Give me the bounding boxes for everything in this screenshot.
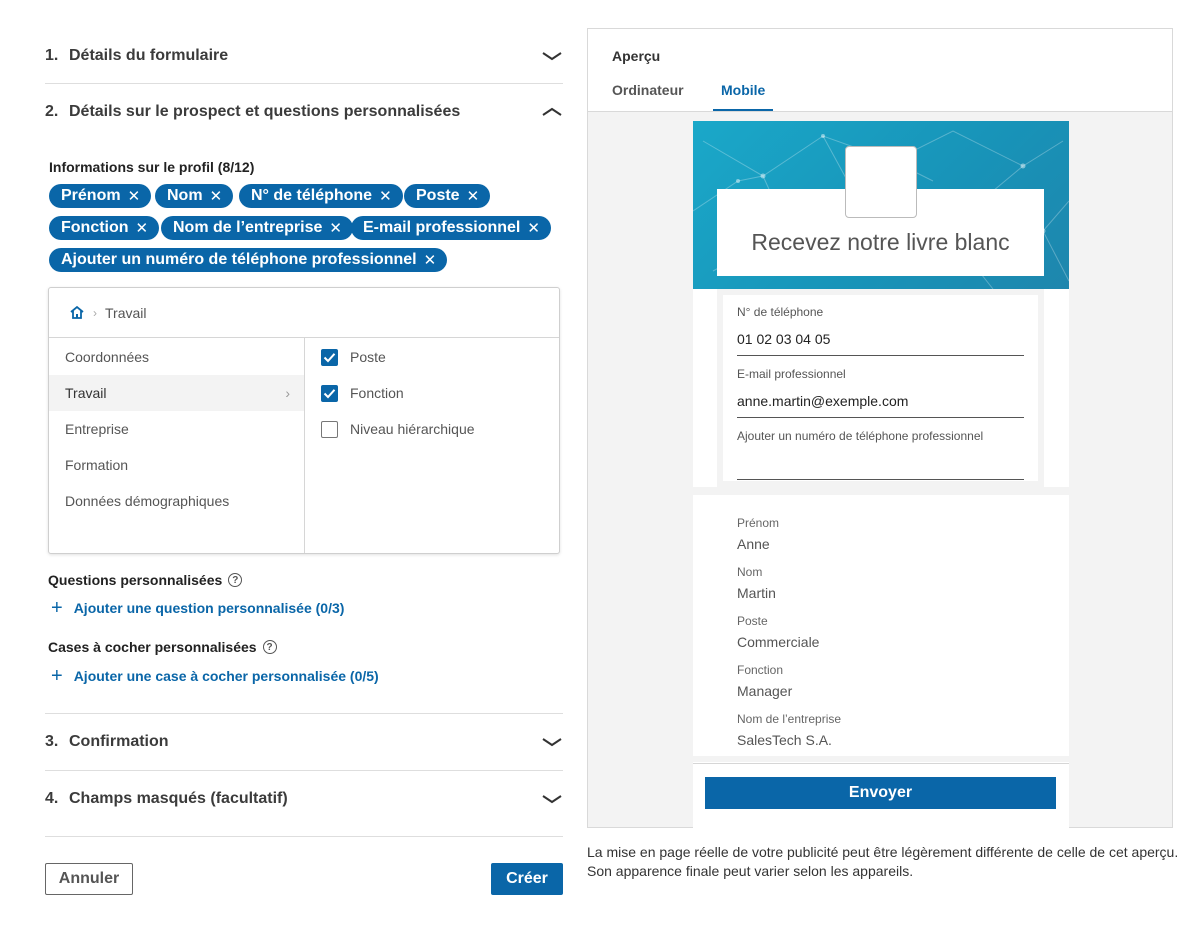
prefilled-last-name: Nom Martin [737, 565, 776, 601]
close-icon[interactable]: ✕ [466, 188, 480, 205]
category-item-company[interactable]: Entreprise [65, 421, 129, 437]
chip-label: Prénom [61, 187, 121, 204]
lead-form-card [717, 289, 1044, 487]
section-number: 4. [45, 790, 59, 807]
section-title: Détails sur le prospect et questions personnalisées [69, 103, 461, 120]
custom-questions-label: Questions personnalisées ? [48, 572, 242, 588]
plus-icon: + [51, 665, 63, 687]
preview-panel [587, 28, 1173, 828]
breadcrumb-separator-icon: › [93, 305, 97, 320]
chevron-down-icon[interactable] [541, 50, 563, 62]
category-item-demographics[interactable]: Données démographiques [65, 493, 230, 509]
chevron-right-icon: › [285, 385, 290, 401]
section-title: Détails du formulaire [69, 46, 229, 64]
submit-button[interactable]: Envoyer [705, 777, 1056, 809]
breadcrumb [49, 288, 559, 338]
prefilled-company: Nom de l’entreprise SalesTech S.A. [737, 712, 842, 748]
mobile-preview [693, 121, 1069, 828]
close-icon[interactable]: ✕ [379, 188, 392, 205]
close-icon[interactable]: ✕ [423, 252, 437, 269]
plus-icon: + [51, 597, 63, 619]
section-number: 1. [45, 46, 59, 64]
cancel-button[interactable]: Annuler [45, 863, 133, 895]
category-item-education[interactable]: Formation [65, 457, 129, 473]
section-confirmation[interactable] [45, 714, 563, 770]
category-item-contact[interactable]: Coordonnées [65, 349, 150, 365]
close-icon[interactable]: ✕ [329, 220, 342, 237]
category-list [49, 338, 305, 553]
option-function[interactable]: Fonction [321, 375, 559, 411]
chip-label: E-mail professionnel [363, 219, 521, 236]
work-phone-input[interactable] [737, 455, 1024, 473]
add-custom-checkbox-link[interactable]: + Ajouter une case à cocher personnalisée (0/5) [51, 665, 379, 687]
checkbox-unchecked-icon[interactable] [321, 421, 338, 438]
email-input[interactable]: anne.martin@exemple.com [737, 393, 909, 409]
prefilled-job-title: Poste Commerciale [737, 614, 820, 650]
chevron-down-icon[interactable] [541, 793, 563, 805]
section-number: 3. [45, 733, 59, 750]
chip-label: Poste [416, 187, 460, 204]
preview-disclaimer: La mise en page réelle de votre publicité peut être légèrement différente de celle de cet aperçu. Son apparence finale peut varier selon les appareils. [587, 844, 1179, 879]
help-icon[interactable]: ? [263, 640, 277, 654]
divider [45, 836, 563, 837]
chip-label: Ajouter un numéro de téléphone professionnel [61, 251, 417, 268]
chevron-up-icon[interactable] [541, 106, 563, 118]
section-form-details[interactable] [45, 28, 563, 84]
form-field-email: E-mail professionnel anne.martin@exemple.com [737, 367, 1024, 418]
section-lead-details[interactable] [45, 84, 563, 140]
chip-phone[interactable] [239, 184, 403, 208]
preview-title: Aperçu [612, 48, 661, 64]
tab-mobile[interactable]: Mobile [721, 82, 766, 98]
option-seniority[interactable]: Niveau hiérarchique [321, 411, 559, 447]
prefilled-fields-card [717, 495, 1044, 756]
chip-job-title[interactable] [404, 184, 490, 208]
chip-label: Nom de l’entreprise [173, 219, 323, 236]
home-icon[interactable] [69, 305, 85, 320]
hero-title: Recevez notre livre blanc [751, 229, 1010, 255]
profile-info-label: Informations sur le profil (8/12) [49, 159, 255, 175]
section-title: Confirmation [69, 733, 169, 750]
section-title: Champs masqués (facultatif) [69, 790, 288, 807]
company-logo-placeholder [845, 146, 917, 218]
category-item-work[interactable]: Travail › [49, 375, 304, 411]
checkbox-checked-icon[interactable] [321, 385, 338, 402]
help-icon[interactable]: ? [228, 573, 242, 587]
tab-desktop[interactable]: Ordinateur [612, 82, 684, 98]
active-tab-indicator [713, 109, 773, 111]
close-icon[interactable]: ✕ [209, 188, 223, 205]
option-job-title[interactable]: Poste [321, 339, 559, 375]
profile-field-picker [48, 287, 560, 554]
checkbox-checked-icon[interactable] [321, 349, 338, 366]
hero-banner [693, 121, 1069, 289]
chip-last-name[interactable] [155, 184, 233, 208]
chip-first-name[interactable] [49, 184, 151, 208]
chevron-down-icon[interactable] [541, 736, 563, 748]
close-icon[interactable]: ✕ [127, 188, 141, 205]
breadcrumb-current: Travail [105, 304, 147, 321]
close-icon[interactable]: ✕ [135, 220, 149, 237]
create-button[interactable]: Créer [491, 863, 563, 895]
form-sections [45, 28, 563, 140]
preview-header [588, 29, 1172, 112]
section-hidden-fields[interactable] [45, 771, 563, 827]
chip-function[interactable] [49, 216, 159, 240]
custom-checkboxes-label: Cases à cocher personnalisées ? [48, 639, 277, 655]
prefilled-first-name: Prénom Anne [737, 516, 780, 552]
form-field-work-phone: Ajouter un numéro de téléphone professionnel [737, 429, 1024, 480]
chip-label: Nom [167, 187, 203, 204]
chip-work-email[interactable] [351, 216, 551, 240]
form-field-phone: N° de téléphone 01 02 03 04 05 [737, 305, 1024, 356]
section-number: 2. [45, 103, 59, 120]
add-custom-question-link[interactable]: + Ajouter une question personnalisée (0/3) [51, 597, 345, 619]
chip-label: N° de téléphone [251, 187, 373, 204]
close-icon[interactable]: ✕ [527, 220, 540, 237]
option-list [305, 338, 559, 553]
chip-label: Fonction [61, 219, 129, 236]
phone-input[interactable]: 01 02 03 04 05 [737, 331, 831, 347]
prefilled-function: Fonction Manager [737, 663, 793, 699]
chip-company-name[interactable] [161, 216, 353, 240]
chip-work-phone[interactable] [49, 248, 447, 272]
divider [693, 763, 1069, 764]
